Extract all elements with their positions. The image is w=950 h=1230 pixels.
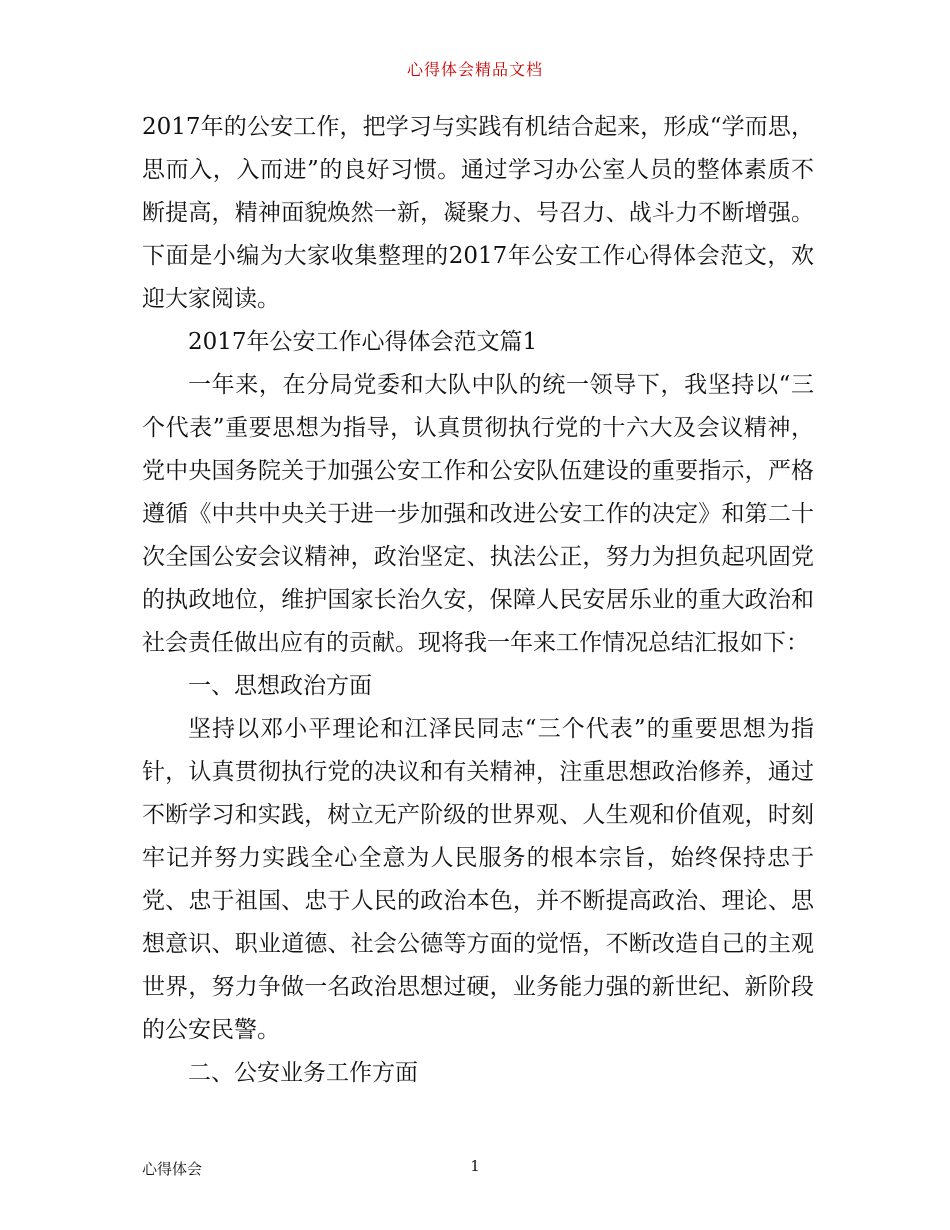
heading-political-thought: 一、思想政治方面 [188,673,372,699]
footer-label: 心得体会 [142,1160,203,1178]
paragraph-intro: 2017年的公安工作，把学习与实践有机结合起来，形成“学而思，思而入，入而进”的良好习惯。通过学习办公室人员的整体素质不断提高，精神面貌焕然一新，凝聚力、号召力、战斗力不断增强。下面是小编为大家收集整理的2017年公安工作心得体会范文，欢迎大家阅读。 [142,114,814,312]
paragraph-political-thought: 坚持以邓小平理论和江泽民同志“三个代表”的重要思想为指针，认真贯彻执行党的决议和有关精神，注重思想政治修养，通过不断学习和实践，树立无产阶级的世界观、人生观和价值观，时刻牢记并努力实践全心全意为人民服务的根本宗旨，始终保持忠于党、忠于祖国、忠于人民的政治本色，并不断提高政治、理论、思想意识、职业道德、社会公德等方面的觉悟，不断改造自己的主观世界，努力争做一名政治思想过硬，业务能力强的新世纪、新阶段的公安民警。 [142,716,814,1043]
page-number: 1 [470,1157,480,1175]
section-title-article-1: 2017年公安工作心得体会范文篇1 [188,329,538,355]
document-body [142,106,814,1095]
paragraph-summary-overview: 一年来，在分局党委和大队中队的统一领导下，我坚持以“三个代表”重要思想为指导，认真贯彻执行党的十六大及会议精神，党中央国务院关于加强公安工作和公安队伍建设的重要指示，严格遵循《中共中央关于进一步加强和改进公安工作的决定》和第二十次全国公安会议精神，政治坚定、执法公正，努力为担负起巩固党的执政地位，维护国家长治久安，保障人民安居乐业的重大政治和社会责任做出应有的贡献。现将我一年来工作情况总结汇报如下： [142,372,814,656]
page-header-title: 心得体会精品文档 [406,60,543,79]
heading-police-work: 二、公安业务工作方面 [188,1060,418,1086]
